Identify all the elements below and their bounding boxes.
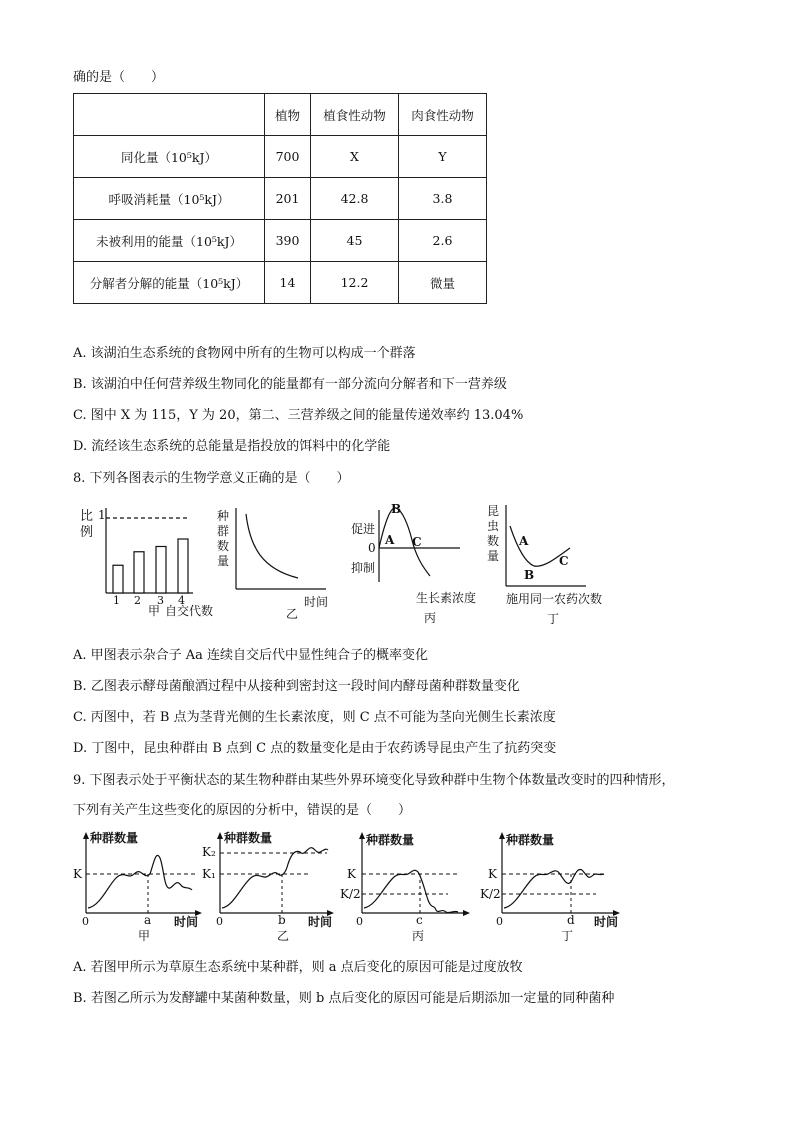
q9-figure-jia (70, 828, 205, 946)
point-label: A (519, 534, 529, 548)
table-cell: 2.6 (399, 220, 487, 262)
point-label: a (144, 913, 152, 927)
question-7-stem-tail: 确的是（ ） (73, 70, 165, 85)
caption: 丁 (561, 929, 574, 943)
axis-label: 种群数量 (506, 833, 555, 847)
axis-label: 0 (368, 541, 376, 555)
q7-option-a: A. 该湖泊生态系统的食物网中所有的生物可以构成一个群落 (73, 346, 416, 361)
axis-label: 群 (217, 524, 230, 538)
table-header-cell (74, 94, 265, 136)
table-cell: 3.8 (399, 178, 487, 220)
axis-label: 例 (80, 525, 94, 540)
origin-label: 0 (496, 915, 503, 928)
energy-flow-table (73, 93, 487, 304)
table-row (74, 262, 487, 304)
bar (134, 552, 144, 593)
table-cell: Y (399, 136, 487, 178)
table-cell: 呼吸消耗量（10⁵kJ） (74, 178, 265, 220)
axis-label: K₂ (202, 845, 216, 859)
axis-label: 种群数量 (366, 833, 415, 847)
table-header-cell: 肉食性动物 (399, 94, 487, 136)
axis-label: 虫 (487, 519, 500, 533)
axis-label: K₁ (202, 867, 216, 881)
population-curve (246, 514, 298, 578)
table-header-cell: 植食性动物 (311, 94, 399, 136)
axis-label: K (347, 867, 356, 881)
axis-label: 数 (487, 534, 500, 548)
q8-figure-jia (78, 500, 228, 622)
caption: 丙 (412, 929, 425, 943)
table-cell: 微量 (399, 262, 487, 304)
axis-label: 时间 (594, 915, 619, 929)
population-curve (364, 870, 458, 912)
axis-label: 量 (487, 549, 500, 563)
table-cell: 12.2 (311, 262, 399, 304)
axis-label: K/2 (340, 887, 361, 901)
q9-option-b: B. 若图乙所示为发酵罐中某菌种数量，则 b 点后变化的原因可能是后期添加一定量的同种菌种 (73, 991, 615, 1006)
q9-figure-ding (478, 828, 626, 946)
axis-label: 自交代数 (165, 604, 214, 618)
tick-label: 3 (157, 594, 164, 607)
axis-label: 抑制 (351, 561, 376, 575)
table-cell: 未被利用的能量（10⁵kJ） (74, 220, 265, 262)
q9-figure-bing (338, 828, 473, 946)
axis-label: 种群数量 (224, 831, 273, 845)
q7-option-c: C. 图中 X 为 115，Y 为 20，第二、三营养级之间的能量传递效率约 13.04% (73, 408, 524, 423)
q9-option-a: A. 若图甲所示为草原生态系统中某种群，则 a 点后变化的原因可能是过度放牧 (73, 960, 523, 975)
q7-option-b: B. 该湖泊中任何营养级生物同化的能量都有一部分流向分解者和下一营养级 (73, 377, 507, 392)
caption: 甲 (138, 929, 151, 943)
axis-label: 种群数量 (90, 831, 139, 845)
table-cell: 201 (265, 178, 311, 220)
population-curve (222, 848, 328, 908)
axis-label: K (488, 867, 497, 881)
bar (178, 539, 188, 593)
origin-label: 0 (82, 915, 89, 928)
population-curve (88, 855, 192, 908)
table-row (74, 220, 487, 262)
caption: 甲 (148, 604, 161, 618)
point-label: C (412, 535, 422, 549)
axis-label: 量 (217, 554, 230, 568)
table-row (74, 136, 487, 178)
q8-option-d: D. 丁图中，昆虫种群由 B 点到 C 点的数量变化是由于农药诱导昆虫产生了抗药突变 (73, 741, 557, 756)
axis-label: K (73, 867, 82, 881)
tick-label: 1 (113, 594, 120, 607)
axis-label: 昆 (487, 504, 500, 518)
tick-label: 4 (178, 594, 185, 607)
q8-option-b: B. 乙图表示酵母菌酿酒过程中从接种到密封这一段时间内酵母菌种群数量变化 (73, 679, 520, 694)
point-label: B (524, 568, 535, 582)
axis-label: 施用同一农药次数 (506, 592, 603, 606)
question-9-stem-line2: 下列有关产生这些变化的原因的分析中，错误的是（ ） (73, 803, 412, 818)
arrow-icon (463, 910, 470, 916)
axis-label: 时间 (174, 915, 199, 929)
question-8-stem: 8. 下列各图表示的生物学意义正确的是（ ） (73, 471, 350, 486)
arrow-icon (499, 832, 505, 839)
axis-label: 促进 (351, 522, 376, 536)
arrow-icon (359, 832, 365, 839)
table-cell: X (311, 136, 399, 178)
point-label: c (416, 913, 423, 927)
point-label: A (385, 533, 395, 547)
axis-label: 时间 (304, 595, 329, 609)
bar (156, 547, 166, 594)
question-9-stem-line1: 9. 下图表示处于平衡状态的某生物种群由某些外界环境变化导致种群中生物个体数量改变时的四种情形， (73, 773, 675, 788)
point-label: b (278, 913, 286, 927)
table-header-row (74, 94, 487, 136)
tick-label: 1 (98, 508, 106, 522)
caption: 乙 (286, 607, 299, 621)
axis-label: 数 (217, 539, 230, 553)
population-curve (504, 869, 604, 908)
bar-group (113, 539, 188, 593)
q8-figure-yi (214, 505, 364, 622)
table-cell: 700 (265, 136, 311, 178)
table-header-cell: 植物 (265, 94, 311, 136)
q8-option-a: A. 甲图表示杂合子 Aa 连续自交后代中显性纯合子的概率变化 (73, 648, 429, 663)
table-cell: 390 (265, 220, 311, 262)
caption: 丁 (547, 612, 560, 626)
bar (113, 565, 123, 593)
axis-label: 比 (80, 509, 94, 524)
axis-label: 生长素浓度 (416, 591, 477, 605)
point-label: B (391, 502, 402, 516)
axis-label: K/2 (480, 887, 501, 901)
tick-label: 2 (134, 594, 141, 607)
q9-figure-yi (200, 828, 338, 946)
table-cell: 同化量（10⁵kJ） (74, 136, 265, 178)
q8-option-c: C. 丙图中，若 B 点为茎背光侧的生长素浓度，则 C 点不可能为茎向光侧生长素浓度 (73, 710, 556, 725)
q8-figure-bing (350, 500, 500, 626)
table-cell: 45 (311, 220, 399, 262)
table-cell: 分解者分解的能量（10⁵kJ） (74, 262, 265, 304)
point-label: C (559, 554, 569, 568)
origin-label: 0 (356, 915, 363, 928)
arrow-icon (217, 832, 223, 839)
caption: 乙 (277, 929, 290, 943)
table-row (74, 178, 487, 220)
axis-label: 时间 (308, 915, 333, 929)
origin-label: 0 (216, 915, 223, 928)
table-cell: 14 (265, 262, 311, 304)
table-cell: 42.8 (311, 178, 399, 220)
q7-option-d: D. 流经该生态系统的总能量是指投放的饵料中的化学能 (73, 439, 391, 454)
arrow-icon (83, 832, 89, 839)
caption: 丙 (424, 611, 437, 625)
point-label: d (567, 913, 575, 927)
q8-figure-ding (484, 500, 624, 628)
axis-label: 种 (217, 509, 230, 523)
